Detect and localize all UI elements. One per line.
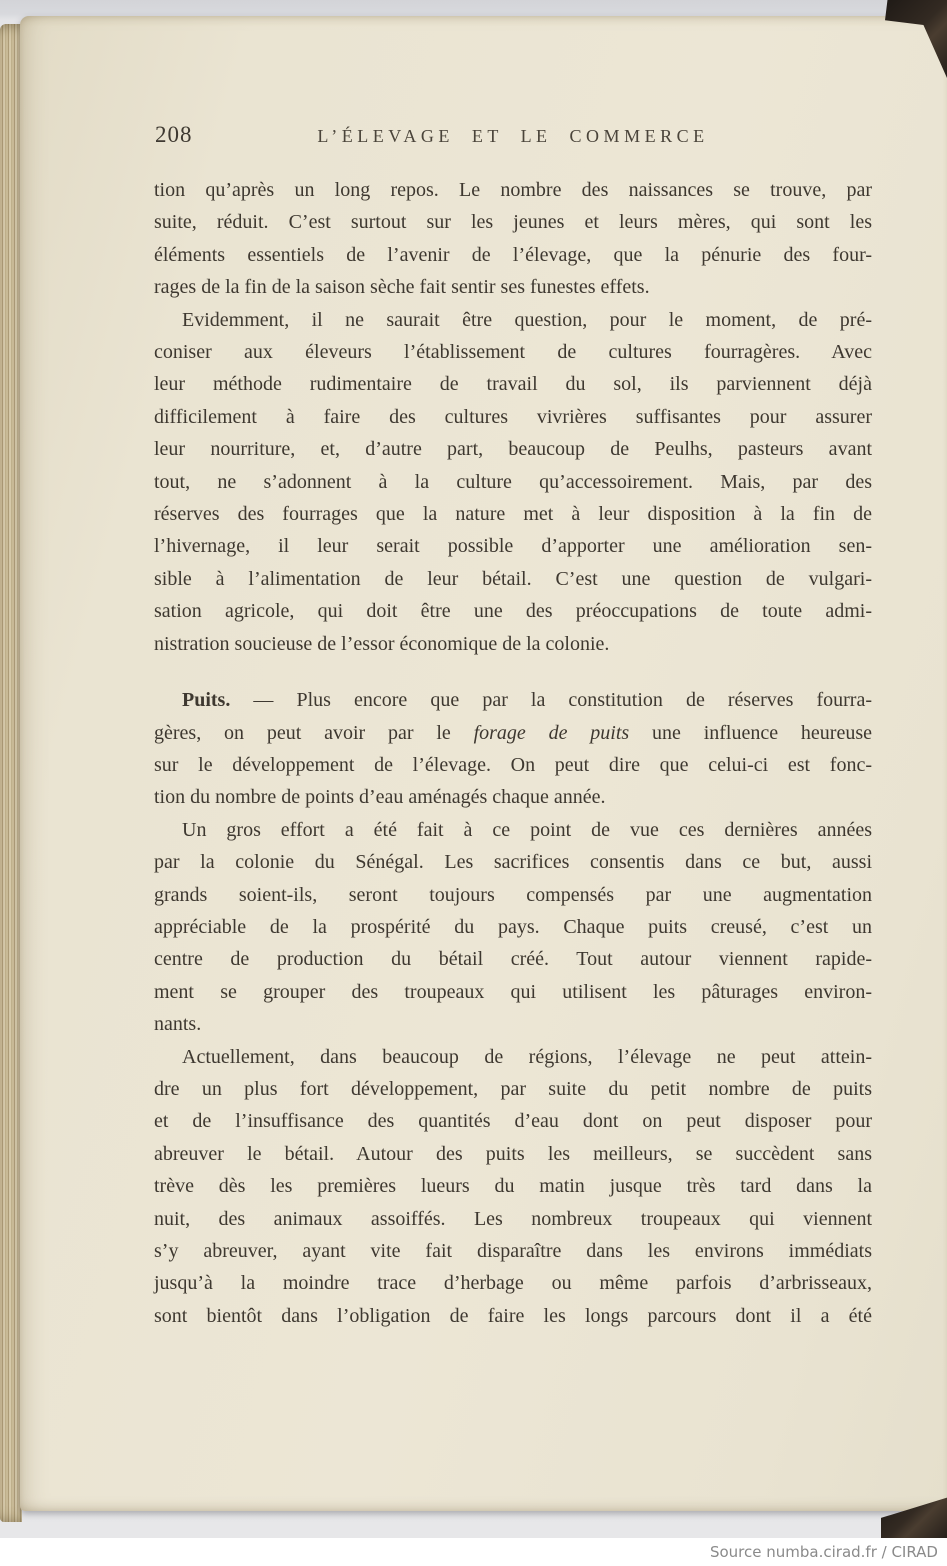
paragraph [154, 814, 872, 1041]
text-line: rages de la fin de la saison sèche fait sentir ses funestes effets. [154, 276, 650, 299]
text-line: tion du nombre de points d’eau aménagés chaque année. [154, 786, 606, 809]
text-line: nants. [154, 1013, 202, 1036]
text-line: s’y abreuver, ayant vite fait disparaître dans les environs immédiats [154, 1240, 872, 1262]
text-line: nuit, des animaux assoiffés. Les nombreux troupeaux qui viennent [154, 1207, 872, 1230]
page-body [154, 174, 872, 1332]
paragraph [154, 684, 872, 814]
text-line: abreuver le bétail. Autour des puits les meilleurs, se succèdent sans [154, 1142, 872, 1165]
text-line: suite, réduit. C’est surtout sur les jeunes et leurs mères, qui sont les [154, 211, 872, 234]
source-text: Source numba.cirad.fr / CIRAD [709, 1543, 938, 1561]
page-header [154, 122, 872, 154]
text-line: sible à l’alimentation de leur bétail. C’est une question de vulgari- [154, 567, 872, 590]
text-line: Actuellement, dans beaucoup de régions, l’élevage ne peut attein- [182, 1045, 872, 1068]
text-line: sur le développement de l’élevage. On peut dire que celui-ci est fonc- [154, 753, 872, 776]
page-number: 208 [155, 122, 193, 147]
text-line: Puits. — Plus encore que par la constitution de réserves fourra- [182, 689, 872, 712]
text-line: Un gros effort a été fait à ce point de vue ces dernières années [182, 818, 872, 841]
text-line: l’hivernage, il leur serait possible d’apporter une amélioration sen- [154, 535, 872, 558]
text-line: grands soient-ils, seront toujours compensés par une augmentation [154, 883, 872, 906]
text-line: jusqu’à la moindre trace d’herbage ou même parfois d’arbrisseaux, [154, 1272, 872, 1295]
text-line: sation agricole, qui doit être une des préoccupations de toute admi- [154, 600, 872, 623]
text-line: dre un plus fort développement, par suite du petit nombre de puits [154, 1077, 872, 1100]
text-line: sont bientôt dans l’obligation de faire les longs parcours dont il a été [154, 1304, 872, 1327]
text-line: réserves des fourrages que la nature met à leur disposition à la fin de [154, 503, 872, 526]
text-line: trève dès les premières lueurs du matin jusque très tard dans la [154, 1175, 872, 1198]
text-line: difficilement à faire des cultures vivrières suffisantes pour assurer [154, 405, 872, 428]
source-bar [0, 1538, 947, 1566]
text-line: Evidemment, il ne saurait être question, pour le moment, de pré- [182, 308, 872, 331]
text-line: tion qu’après un long repos. Le nombre des naissances se trouve, par [154, 179, 872, 201]
text-line: nistration soucieuse de l’essor économique de la colonie. [154, 632, 610, 655]
running-title: L’ÉLEVAGE ET LE COMMERCE [317, 126, 709, 146]
text-line: éléments essentiels de l’avenir de l’élevage, que la pénurie des four- [154, 243, 872, 266]
paragraph [154, 304, 872, 660]
text-line: centre de production du bétail créé. Tout autour viennent rapide- [154, 948, 872, 971]
text-line: appréciable de la prospérité du pays. Chaque puits creusé, c’est un [154, 915, 872, 938]
text-line: tout, ne s’adonnent à la culture qu’accessoirement. Mais, par des [154, 470, 872, 493]
text-line: coniser aux éleveurs l’établissement de cultures fourragères. Avec [154, 341, 872, 364]
book-fore-edge [0, 24, 22, 1522]
text-line: par la colonie du Sénégal. Les sacrifices consentis dans ce but, aussi [154, 851, 872, 874]
text-line: leur méthode rudimentaire de travail du sol, ils parviennent déjà [154, 373, 872, 396]
text-line: ment se grouper des troupeaux qui utilisent les pâturages environ- [154, 980, 872, 1003]
text-line: gères, on peut avoir par le forage de puits une influence heureuse [154, 721, 872, 744]
text-line: et de l’insuffisance des quantités d’eau dont on peut disposer pour [154, 1110, 872, 1133]
text-line: leur nourriture, et, d’autre part, beaucoup de Peulhs, pasteurs avant [154, 438, 872, 461]
paragraph [154, 1041, 872, 1333]
paragraph [154, 174, 872, 304]
